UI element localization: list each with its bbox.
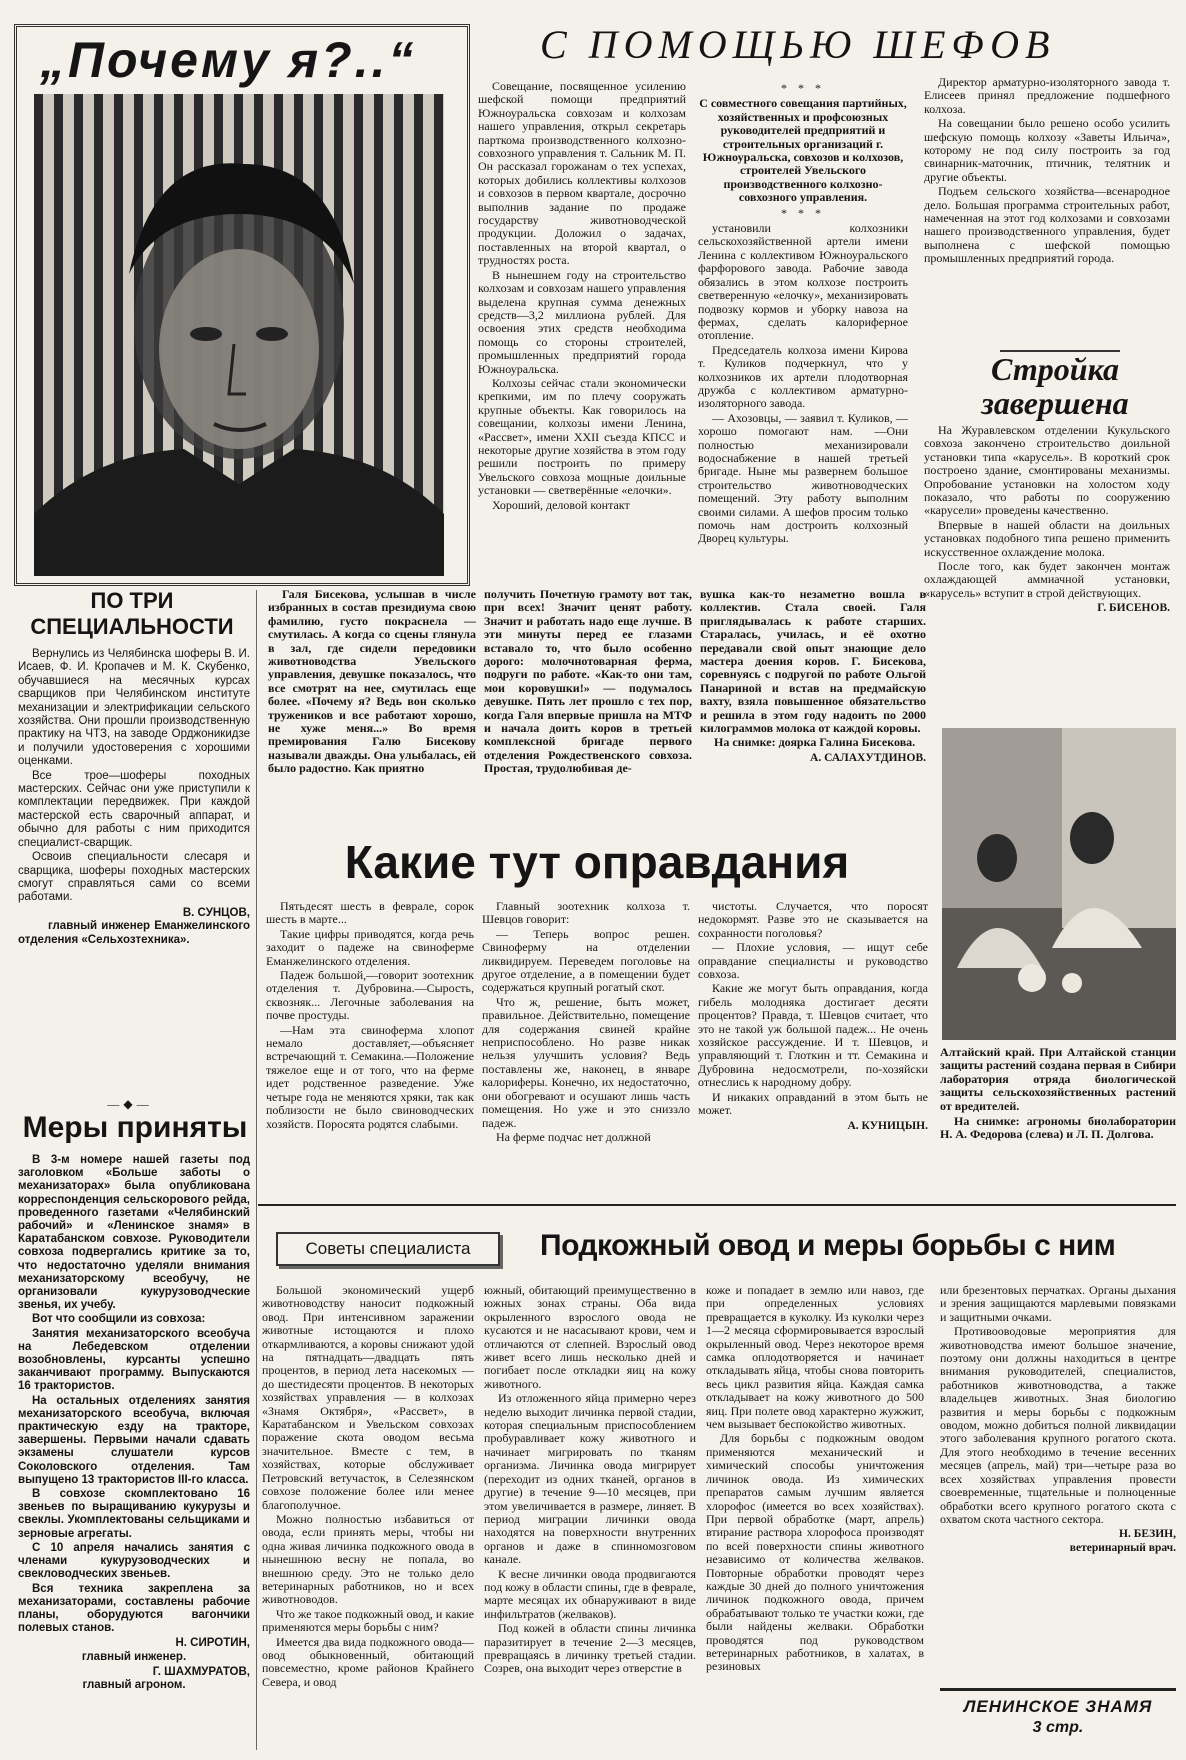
signature: В. СУНЦОВ, (182, 906, 250, 919)
pochemu-column-1 (268, 588, 476, 828)
pochemu-column-2 (484, 588, 692, 828)
stroyka-title-line2: завершена (981, 385, 1129, 421)
paragraph: В нынешнем году на строительство колхозам и совхозам нашего управления выделена крупная сумма денежных средств—3,2 миллиона рублей. Для освоения этих средств необходима помощь со стороны строителей, промышленных предприятий города Южноуральска. (478, 267, 686, 376)
section-rule (258, 1204, 1176, 1206)
paragraph: получить Почетную грамоту вот так, при всех! Значит ценят работу. Значит и работать надо еще лучше. В эти минуты перед ее глазами вставало то, что было особенно дорого: молочнотоварная ферма, подруги по работе. «Как-то они там, мои коровушки!» — подумалось девушке. Пять лет прошло с тех пор, когда Галя впервые пришла на МТФ и начала доить коров в третьей комплексной бригаде первого отделения Рождественского совхоза. Простая, трудолюбивая де- (484, 588, 692, 776)
stroyka-title (935, 352, 1175, 420)
paragraph: На остальных отделениях занятия механизаторского всеобуча, включая практическую езду на тракторе, завершены. Первыми начали сдавать экзамены слушатели курсов Соколовского отделения. Там выпущено 13 трактористов III-го класса. (18, 1394, 250, 1486)
signature: А. КУНИЦЫН. (847, 1119, 928, 1132)
lab-photo-image (942, 728, 1176, 1040)
ovod-column-3 (706, 1284, 924, 1752)
shefy-title: С ПОМОЩЬЮ ШЕФОВ (540, 22, 1056, 67)
stroyka-text (924, 424, 1170, 714)
paragraph: Председатель колхоза имени Кирова т. Куликов подчеркнул, что у колхозников их артели плодотворная дружба с коллективом арматурно-изоляторного завода. (698, 342, 908, 411)
shefy-column-3 (924, 76, 1170, 348)
paragraph: Совещание, посвященное усилению шефской помощи предприятий Южноуральска совхозам и колхозам нашего управления, открыл секретарь парткома производственного колхозно-совхозного управления т. Сальник М. П. Он рассказал горожанам о тех успехах, которых добились коллективы колхозов и совхозов в первом квартале, досрочно выполнив задание по продаже государству животноводческой продукции. Доложил о задачах, поставленных на второй квартал, о трудностях роста. (478, 80, 686, 268)
stroyka-title-line1: Стройка (991, 351, 1119, 387)
paragraph: К весне личинки овода продвигаются под кожу в области спины, где в феврале, марте месяцах их обнаруживают в виде инфильтратов (желваков). (484, 1566, 696, 1621)
diamond-divider: —◆— (107, 1097, 153, 1111)
ovod-title: Подкожный овод и меры борьбы с ним (540, 1229, 1116, 1262)
woman-portrait-image (34, 94, 444, 576)
paragraph: Все трое—шоферы походных мастерских. Сейчас они уже приступили к комплектации передвижек. При каждой мастерской есть сварочный аппарат, и обычно для работы с ним приходится специалист-сварщик. (18, 769, 250, 849)
paragraph: южный, обитающий преимущественно в южных зонах страны. Оба вида окрыленного взрослого овода не кусаются и не насасывают крови, чем и отличаются от слепней. Взрослый овод живет всего лишь несколько дней и погибает после откладки яиц на кожу животного. (484, 1284, 696, 1391)
tri-spec-title-line2: СПЕЦИАЛЬНОСТИ (30, 614, 234, 639)
paragraph: Падеж большой,—говорит зоотехник отделения т. Дубровина.—Сырость, сквозняк... Легочные заболевания на почве простуды. (266, 968, 474, 1023)
paragraph: Под кожей в области спины личинка паразитирует в течение 2—3 месяцев, превращаясь в личинку третьей стадии. Созрев, она выходит через отверстие в (484, 1621, 696, 1676)
paragraph: Что ж, решение, быть может, правильное. Действительно, помещение для содержания свиней крайне неприспособлено. Но разве никак нельзя улучшить условия? Ведь поставлены же, наконец, в январе калориферы. Конечно, их недостаточно, они обогревают и осушают лишь часть помещения. Но уже и это сниззло падеж. (482, 994, 690, 1130)
paragraph: — Ахозовцы, — заявил т. Куликов, — хорошо помогают нам. —Они полностью механизировали водоснабжение в нашей третьей бригаде. Ныне мы развернем большое строительство животноводческих помещений. Эту работу выполним своими силами. А шефов просим только помочь нам достроить колхозный Дворец культуры. (698, 410, 908, 546)
paragraph: Пятьдесят шесть в феврале, сорок шесть в марте... (266, 900, 474, 927)
paragraph: —Нам эта свиноферма хлопот немало доставляет,—объясняет встречающий т. Семакина.—Положение тяжелое еще и от того, что на ферме идет родственное разведение. Уже четыре года не меняются хряки, так как поблизости не было свиноводческих хозяйств. Поросята родятся слабыми. (266, 1022, 474, 1131)
signature: А. САЛАХУТДИНОВ. (810, 751, 926, 764)
paragraph: Что же такое подкожный овод, и какие применяются меры борьбы с ним? (262, 1606, 474, 1635)
paragraph: установили колхозники сельскохозяйственной артели имени Ленина с коллективом Южноуральского фарфорового завода. Рабочие завода обязались в этом колхозе построить светверенную «елочку», механизировать подвозку кормов и уборку навоза на фермах, сделать калориферное отопление. (698, 221, 908, 343)
signature-title: главный инженер Еманжелинского отделения «Сельхозтехника». (18, 920, 250, 946)
opravdaniya-column-3 (698, 900, 928, 1200)
signature: Г. БИСЕНОВ. (1097, 602, 1170, 615)
paragraph: Хороший, деловой контакт (492, 497, 630, 512)
paragraph: коже и попадает в землю или навоз, где при определенных условиях превращается в куколку. Из куколки через 1—2 месяца сформировывается взрослый окрыленный овод. Через некоторое время самка оплодотворяется и начинает откладывать яйца, чтобы снова повторить весь цикл развития яйца. Каждая самка откладывает на кожу животного до 500 яиц. При полете овод характерно жужжит, чем вызывает беспокойство животных. (706, 1284, 924, 1432)
paragraph: — Теперь вопрос решен. Свиноферму на отделении ликвидируем. Переведем поголовье на другое отделение, а в помещении будет содержаться крупный рогатый скот. (482, 926, 690, 995)
paragraph: или брезентовых перчатках. Органы дыхания и зрения защищаются марлевыми повязками и защитными очками. (940, 1284, 1176, 1324)
star-separator: * * * (781, 81, 825, 95)
column-rule (256, 590, 257, 1750)
paragraph: Главный зоотехник колхоза т. Шевцов говорит: (482, 900, 690, 927)
signature-title: главный агроном. (82, 1678, 186, 1691)
paragraph: На совещании было решено особо усилить шефскую помощь колхозу «Заветы Ильича», которому не под силу построить за год свинарник-маточник, птичник, телятник и другие объекты. (924, 116, 1170, 184)
paragraph: Какие же могут быть оправдания, когда гибель молодняка достигает десяти процентов? Правда, т. Шевцов считает, что это не такой уж большой падеж... Не очень хозяйское рассуждение. И т. Шевцов, и управляющий т. Глоткин и тт. Семакина и Дубровина недосмотрели, по-хозяйски отнеслись к народному добру. (698, 981, 928, 1090)
paragraph: Для борьбы с подкожным оводом применяются механический и химический способы уничтожения личинок овода. Из химических препаратов самым лучшим является хлорофос (имеется во всех хозяйствах). При первой обработке (март, апрель) втирание раствора хлорофоса производят по всей поверхности спины животного независимо от количества желваков. Повторные обработки проводят через каждые 30 дней до полного уничтожения личинок подкожного овода, причем обрабатывают только те участки кожи, где были найдены желваки. Обработки проводятся под руководством ветеринарных работников, в халатах, в резиновых (706, 1431, 924, 1674)
paragraph: В совхозе скомплектовано 16 звеньев по выращиванию кукурузы и свеклы. Укомплектованы сельщиками и зерновые агрегаты. (18, 1488, 250, 1540)
paragraph: Можно полностью избавиться от овода, если принять меры, чтобы ни одна живая личинка подкожного овода в нынешнюю весну не попала, во внешнюю среду. Это не только дело ветеринарных работников, но и всех животноводов. (262, 1511, 474, 1607)
mery-title: Меры приняты (22, 1111, 248, 1144)
paragraph: Из отложенного яйца примерно через неделю выходит личинка первой стадии, которая специальным приспособлением пробуравливает кожу животного и начинает мигрировать по тканям организма. Личинка овода мигрирует (переходит из одних тканей, органов в другие) в течение 9—10 месяцев, при этом увеличивается в размере, линяет. В период миграции личинки овода находятся на поверхности внутренних органов и даже в спинномозговом канале. (484, 1391, 696, 1567)
paragraph: Освоив специальности слесаря и сварщика, шоферы походных мастерских смогут справляться сами со всеми работами. (18, 851, 250, 904)
paragraph: Вернулись из Челябинска шоферы В. И. Исаев, Ф. И. Кропачев и М. К. Скубенко, обучавшиеся на месячных курсах сварщиков при Челябинском институте механизации и электрификации сельского хозяйства. Они прошли производственную практику на ЧТЗ, на заводе Орджоникидзе и получили удостоверения с хорошими оценками. (18, 648, 250, 768)
altai-caption (940, 1046, 1176, 1176)
paragraph: И никаких оправданий в этом быть не может. (698, 1089, 928, 1118)
shefy-column-1 (478, 80, 686, 580)
footer-masthead (940, 1688, 1176, 1757)
star-separator: * * * (781, 205, 825, 220)
ovod-column-1 (262, 1284, 474, 1752)
photo-note: На снимке: агрономы биолаборатории Н. А. Федорова (слева) и Л. П. Долгова. (940, 1114, 1176, 1142)
footer-paper-name: ЛЕНИНСКОЕ ЗНАМЯ (963, 1697, 1153, 1716)
paragraph: Подъем сельского хозяйства—всенародное дело. Большая программа строительных работ, намеченная на этот год колхозами и совхозами нашего производственного управления, будет выполнена с шефской помощью промышленных предприятий города. (924, 184, 1170, 266)
opravdaniya-title: Какие тут оправдания (344, 836, 850, 888)
portrait-title: „Почему я?..“ (40, 32, 417, 88)
paragraph: На ферме подчас нет должной (496, 1129, 651, 1144)
tri-spec-title (14, 588, 250, 640)
paragraph: Вот что сообщили из совхоза: (32, 1313, 206, 1326)
signature: Н. БЕЗИН, (1119, 1528, 1176, 1541)
signature: Г. ШАХМУРАТОВ, (152, 1665, 250, 1678)
ovod-column-4 (940, 1284, 1176, 1678)
signature-title: ветеринарный врач. (1069, 1541, 1176, 1554)
paragraph: Большой экономический ущерб животноводству наносит подкожный овод. При интенсивном заражении животные истощаются и плохо откармливаются, а коровы снижают удой на пятнадцать—двадцать пять процентов, в период лета насекомых — до шестидесяти процентов. В некоторых хозяйствах управления — в колхозах «Знамя Октября», «Рассвет», в Каратабанском и Увельском совхозах поражение скота оводом весьма значительное. Вместе с тем, в хозяйствах, которые обслуживает Петровский ветучасток, в Селезянском совхозе положение более или менее благополучное. (262, 1284, 474, 1512)
paragraph: — Плохие условия, — ищут себе оправдание специалисты и руководство совхоза. (698, 940, 928, 982)
paragraph: чистоты. Случается, что поросят недокормят. Разве это не сказывается на сохранности поголовья? (698, 900, 928, 940)
paragraph: После того, как будет закончен монтаж охлаждающей аммиачной установки, «карусель» вступит в строй действующих. (924, 559, 1170, 600)
opravdaniya-column-1 (266, 900, 474, 1200)
paragraph: Противооводовые мероприятия для животноводства имеют большое значение, поэтому они должны находиться в центре внимания руководителей, специалистов, работников животноводства, а также владельцев животных. Зная биологию развития и меры борьбы с подкожным оводом, можно добиться полной ликвидации этого заболевания крупного рогатого скота. Для этого необходимо в течение весенних месяцев (апрель, май) три—четыре раза во всех хозяйствах управления провести своевременные, тщательные и полноценные обработки всего крупного рогатого скота с охватом скота частного сектора. (940, 1324, 1176, 1526)
paragraph: С 10 апреля начались занятия с членами кукурузоводческих и свекловодческих звеньев. (18, 1541, 250, 1581)
paragraph: Галя Бисекова, услышав в числе избранных в состав президиума свою фамилию, густо покраснела — смутилась. А когда со сцены глянула в зал, где сидели передовики животноводства Увельского управления, девушке показалось, что все смотрят на нее, смутилась еще более. «Почему я? Ведь вон сколько тружеников и все работают хорошо, не хуже меня...» Во время премирования Галю Бисекову называли дважды. Она улыбалась, ей было радостно. Как приятно (268, 588, 476, 776)
signature-title: главный инженер. (81, 1650, 187, 1663)
shefy-lead: С совместного совещания партийных, хозяйственных и профсоюзных руководителей предприятий и строительных организаций г. Южноуральска, совхозов и колхозов, строителей Увельского производственного колхозно-совхозного управления. (699, 96, 907, 205)
paragraph: Имеется два вида подкожного овода—овод обыкновенный, обитающий повсеместно, кроме районов Крайнего Севера, и овод (262, 1634, 474, 1689)
tri-spec-text (18, 648, 250, 1088)
paragraph: вушка как-то незаметно вошла в коллектив. Стала своей. Галя приглядывалась к работе старших. Старалась, училась, и её охотно передавали свой опыт знающие дело мастера доения коров. Г. Бисекова, соревнуясь с подругой по работе Ольгой Панариной и встав на предмайскую вахту, взяла повышенное обязательство и решила в этом году надоить по 2000 килограммов молока от каждой коровы. (700, 588, 926, 736)
tri-spec-title-line1: ПО ТРИ (90, 588, 174, 613)
paragraph: В 3-м номере нашей газеты под заголовком «Больше заботы о механизаторах» была опубликована корреспонденция сельскорового рейда, проведенного газетами «Челябинский рабочий» и «Ленинское знамя» в Каратабанском совхозе. Руководители совхоза подвергались критике за то, что недостаточно уделяли внимания механизаторскому всеобучу, не организовали кукурузоводческие звенья, их учебу. (18, 1154, 250, 1312)
opravdaniya-column-2 (482, 900, 690, 1200)
footer-page-number: 3 стр. (1032, 1719, 1084, 1736)
altai-caption-text: Алтайский край. При Алтайской станции защиты растений создана первая в Сибири лаборатория отряда биологической защиты сельскохозяйственных растений от вредителей. (940, 1046, 1176, 1113)
paragraph: Колхозы сейчас стали экономически крепкими, им по плечу сооружать крупные объекты. Как говорилось на совещании, колхозы имени Ленина, «Рассвет», имени XXII съезда КПСС и некоторые другие хозяйства в этом году решили построить по примеру Увельского совхоза мощные доильные установки — светверённые «елочки». (478, 375, 686, 498)
paragraph: Впервые в нашей области на доильных установках подобного типа решено применить искусственное охлаждение молока. (924, 517, 1170, 559)
paragraph: Такие цифры приводятся, когда речь заходит о падеже на свиноферме Еманжелинского отделения. (266, 926, 474, 968)
pochemu-column-3 (700, 588, 926, 828)
paragraph: На Журавлевском отделении Кукульского совхоза закончено строительство доильной установки типа «карусель». В короткий срок построено здание, смонтированы механизмы. Опробование установки на холостом ходу показало, что работы по сооружению «карусели» проведены качественно. (924, 424, 1170, 518)
altai-lab-photo (942, 728, 1176, 1040)
shefy-column-2 (698, 80, 908, 580)
paragraph: Вся техника закреплена за механизаторами, составлены рабочие планы, оборудуются вагончики полевых станов. (18, 1582, 250, 1635)
ovod-rubric: Советы специалиста (276, 1232, 500, 1266)
paragraph: Занятия механизаторского всеобуча на Лебедевском отделении возобновлены, курсанты успешно заканчивают программу. Выпускаются 16 трактористов. (18, 1327, 250, 1393)
ovod-column-2 (484, 1284, 696, 1752)
signature: Н. СИРОТИН, (175, 1637, 250, 1650)
mery-text (18, 1154, 250, 1752)
paragraph: Директор арматурно-изоляторного завода т. Елисеев принял предложение подшефного колхоза. (924, 76, 1170, 116)
photo-note: На снимке: доярка Галина Бисекова. (714, 735, 916, 750)
portrait-photo (34, 94, 444, 576)
